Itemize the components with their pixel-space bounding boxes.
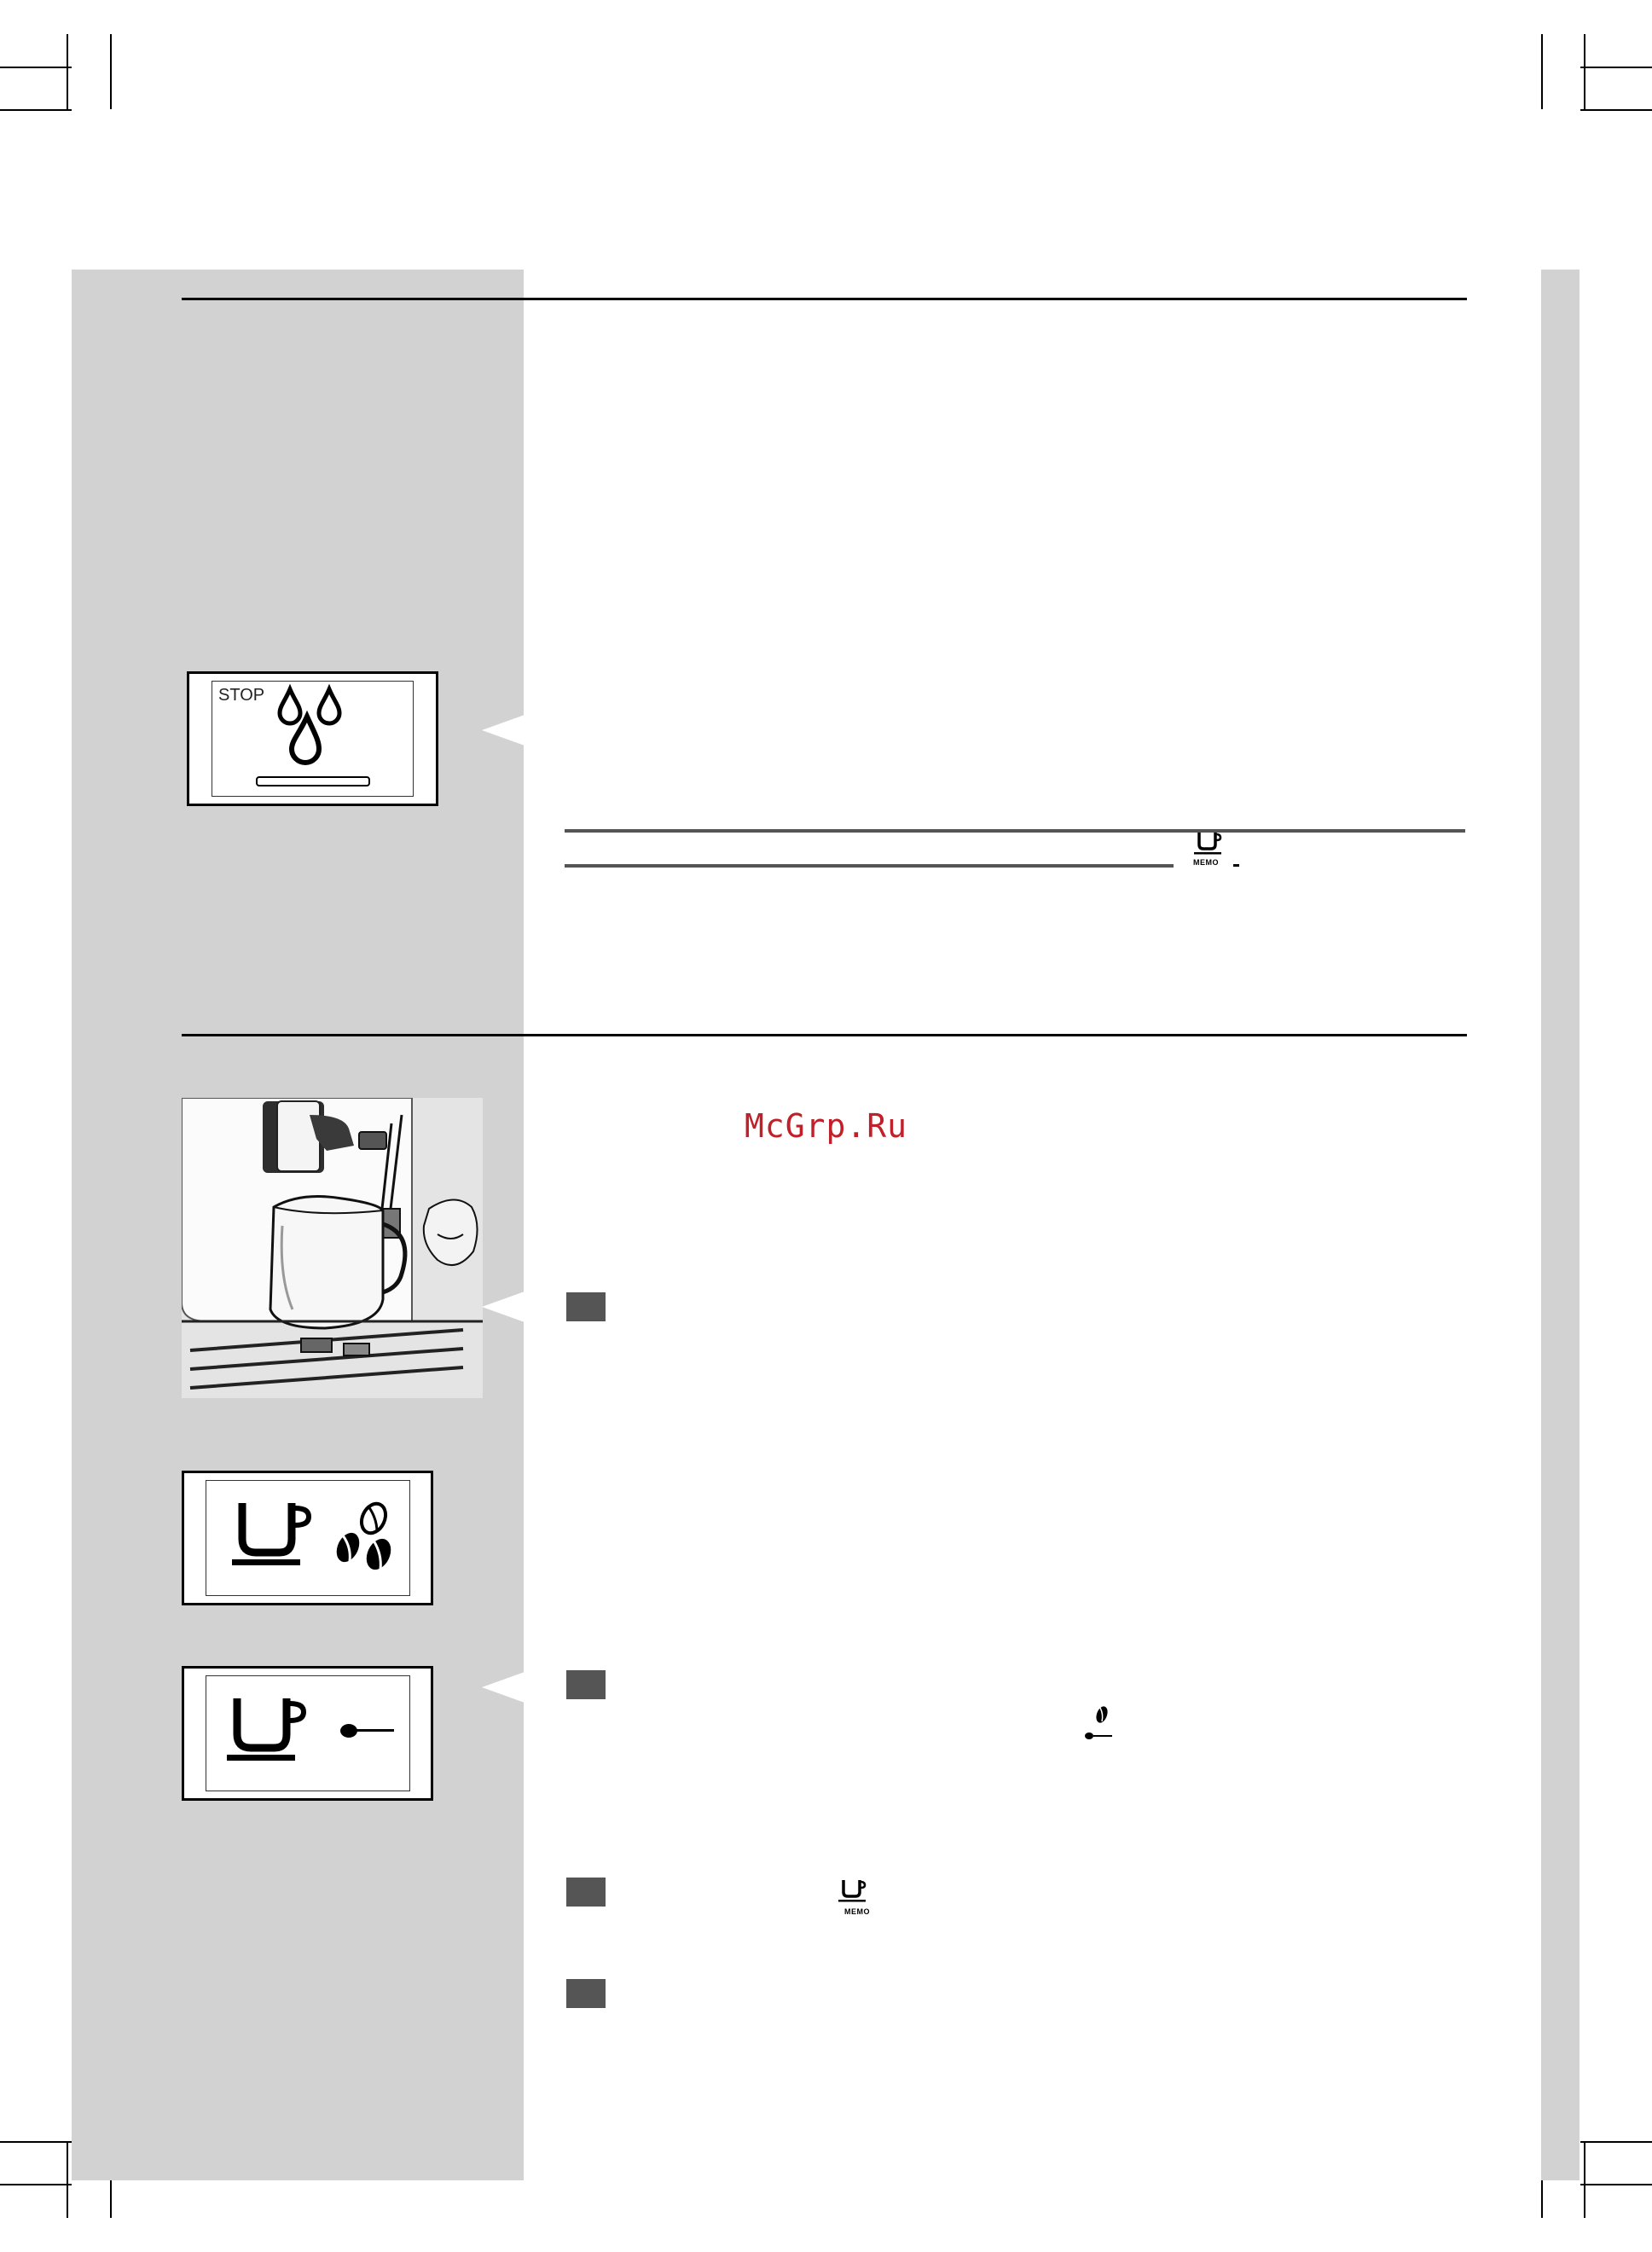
step-marker-1 [566,1292,606,1321]
section-rule-middle [182,1034,1467,1036]
crop-mark [1541,34,1543,109]
bean-scoop-icon [1081,1704,1117,1747]
crop-mark [67,2143,68,2218]
milk-frothing-jug-illustration [182,1098,483,1398]
watermark-text: McGrp.Ru [745,1107,908,1145]
crop-mark [0,67,72,68]
crop-mark [1580,2184,1652,2185]
crop-mark [67,34,68,109]
pointer-arrow [482,1672,525,1703]
right-sidebar [1541,270,1580,2180]
step-marker-2 [566,1670,606,1699]
memo-label: MEMO [844,1907,870,1916]
cup-icon [229,1500,314,1570]
crop-mark [1584,34,1585,109]
table-rule-bottom [565,864,1174,868]
progress-bar [256,776,370,786]
coffee-beans-icon [331,1501,413,1576]
cup-icon [223,1695,309,1765]
memo-label: MEMO [1193,858,1219,867]
stop-label: STOP [218,686,265,705]
crop-mark [0,2141,72,2143]
crop-mark [1580,67,1652,68]
section-rule-top [182,298,1467,300]
milk-frothing-illustration [182,1098,483,1398]
crop-mark [110,34,112,109]
cup-memo-icon [837,1877,871,1906]
crop-mark [0,2184,72,2185]
scoop-icon [339,1721,396,1740]
step-marker-3 [566,1878,606,1907]
cup-memo-icon [1192,829,1226,858]
crop-mark [1580,109,1652,111]
crop-mark [1584,2143,1585,2218]
step-marker-4 [566,1979,606,2008]
crop-mark [0,109,72,111]
crop-mark [1580,2141,1652,2143]
pointer-arrow [482,715,525,746]
pointer-arrow [482,1291,525,1322]
table-rule-top [565,829,1465,833]
memo-dash [1233,864,1239,867]
water-drops-icon [273,682,367,768]
